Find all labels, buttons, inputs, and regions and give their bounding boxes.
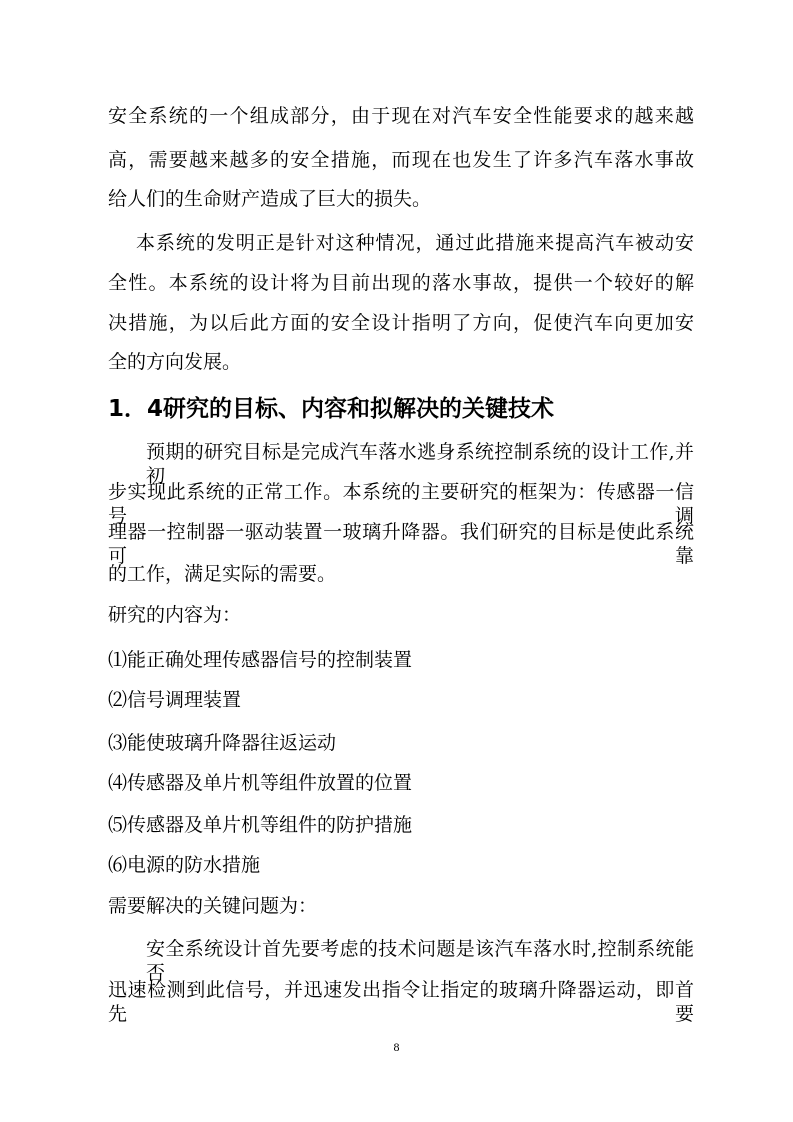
list-item: ⑷传感器及单片机等组件放置的位置 — [108, 772, 413, 794]
page-number: 8 — [393, 1040, 400, 1054]
list-item: ⑸传感器及单片机等组件的防护措施 — [108, 814, 413, 836]
body-text-line: 给人们的生命财产造成了巨大的损失。 — [108, 188, 432, 210]
body-text-line: 全的方向发展。 — [108, 351, 242, 373]
body-text-line: 预期的研究目标是完成汽车落水逃身系统控制系统的设计工作,并初 — [146, 441, 694, 487]
body-text-line: 迅速检测到此信号，并迅速发出指令让指定的玻璃升降器运动，即首先要 — [108, 979, 694, 1025]
list-item: ⑵信号调理装置 — [108, 689, 242, 711]
body-text-line: 理器一控制器一驱动装置一玻璃升降器。我们研究的目标是使此系统可靠 — [108, 521, 694, 567]
content-intro: 研究的内容为： — [108, 604, 242, 626]
list-item: ⑹电源的防水措施 — [108, 854, 261, 876]
key-problems-intro: 需要解决的关键问题为： — [108, 895, 318, 917]
list-item: ⑴能正确处理传感器信号的控制装置 — [108, 649, 413, 671]
body-text-line: 全性。本系统的设计将为目前出现的落水事故，提供一个较好的解 — [108, 272, 694, 294]
body-text-line: 决措施，为以后此方面的安全设计指明了方向，促使汽车向更加安 — [108, 312, 694, 334]
section-heading: 1．4研究的目标、内容和拟解决的关键技术 — [108, 396, 555, 422]
body-text-line: 步实现此系统的正常工作。本系统的主要研究的框架为：传感器一信号调 — [108, 481, 694, 527]
body-text-line: 安全系统的一个组成部分，由于现在对汽车安全性能要求的越来越 — [108, 105, 694, 127]
body-text-line: 高，需要越来越多的安全措施，而现在也发生了许多汽车落水事故 — [108, 149, 694, 171]
body-text-line: 的工作，满足实际的需要。 — [108, 563, 337, 585]
list-item: ⑶能使玻璃升降器往返运动 — [108, 732, 337, 754]
body-text-line: 安全系统设计首先要考虑的技术问题是该汽车落水时,控制系统能否 — [146, 938, 694, 984]
body-text-line: 本系统的发明正是针对这种情况，通过此措施来提高汽车被动安 — [136, 232, 694, 254]
